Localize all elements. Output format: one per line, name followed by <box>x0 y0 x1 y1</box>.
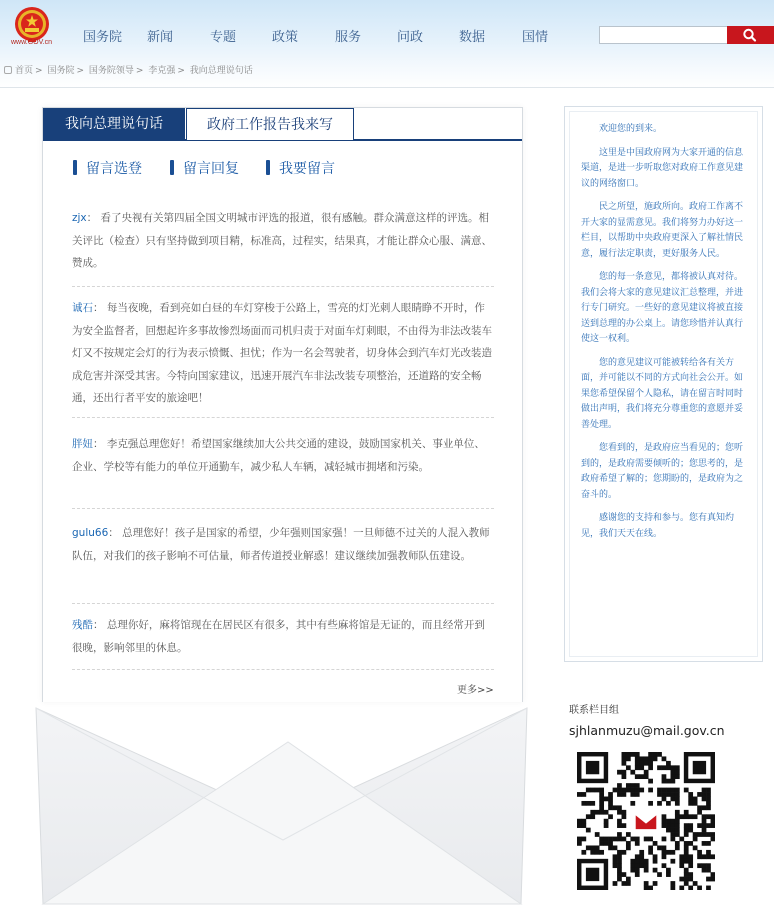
tab-government-report[interactable]: 政府工作报告我来写 <box>186 108 354 140</box>
message-board-panel <box>42 107 523 702</box>
message-text: 总理你好，麻将馆现在在居民区有很多，其中有些麻将馆是无证的，而且经常开到很晚，影响邻里的休息。 <box>72 619 485 654</box>
site-header <box>0 0 774 88</box>
message-text: 看了央视有关第四届全国文明城市评选的报道，很有感触。群众满意这样的评选。相关评比（检查）只有坚持做到项目精，标准高，过程实，结果真，才能让群众心服、满意、赞成。 <box>72 212 492 269</box>
welcome-sidebar-inner <box>569 111 758 657</box>
breadcrumb-likeqiang[interactable]: 李克强 <box>148 66 176 76</box>
bar-marker-icon <box>170 160 174 175</box>
sidebar-paragraph: 感谢您的支持和参与。您有真知灼见，我们天天在线。 <box>581 513 735 539</box>
sidebar-paragraph: 您的每一条意见，都将被认真对待。我们会将大家的意见建议汇总整理，并进行专门研究。一些好的意见建议将被直接送到总理的办公桌上。请您珍惜并认真行使这一权利。 <box>581 272 744 344</box>
message-item: 胖妞： 李克强总理您好！希望国家继续加大公共交通的建设，鼓励国家机关、事业单位、企业、学校等有能力的单位开通勤车，减少私人车辆，减轻城市拥堵和污染。 <box>72 433 494 509</box>
sidebar-paragraph: 您的意见建议可能被转给各有关方面，并可能以不同的方式向社会公开。如果您希望保留个人隐私，请在留言时同时做出声明，我们将充分尊重您的意愿并妥善处理。 <box>581 357 744 430</box>
search-input[interactable] <box>599 26 728 44</box>
envelope-illustration <box>33 700 530 907</box>
bar-marker-icon <box>73 160 77 175</box>
message-author[interactable]: 胖妞 <box>72 438 93 450</box>
breadcrumb-home[interactable]: 首页 <box>15 66 34 76</box>
message-text: 每当夜晚，看到亮如白昼的车灯穿梭于公路上，雪亮的灯光刺人眼睛睁不开时，作为安全监督者，回想起许多事故惨烈场面而司机归责于对面车灯刺眼，不由得为非法改装车灯又不按规定会灯的行为表示愤慨、担忧；作为一名会驾驶者，切身体会到汽车灯光改装造成危害并深受其害。今特向国家建议，迅速开展汽车非法改装专项整治，还道路的安全畅通，还出行者平安的旅途吧！ <box>72 302 492 404</box>
breadcrumb-current: 我向总理说句话 <box>189 66 253 76</box>
sidebar-paragraph: 欢迎您的到来。 <box>599 124 663 134</box>
subnav-message-replies[interactable]: 留言回复 <box>170 158 239 178</box>
sidebar-paragraph: 您看到的，是政府应当看见的；您听到的，是政府需要倾听的；您思考的，是政府希望了解的；您期盼的，是政府为之奋斗的。 <box>581 443 744 500</box>
sidebar-paragraph: 这里是中国政府网为大家开通的信息渠道，是进一步听取您对政府工作意见建议的网络窗口。 <box>581 147 744 189</box>
message-text: 李克强总理您好！希望国家继续加大公共交通的建设，鼓励国家机关、事业单位、企业、学校等有能力的单位开通勤车，减少私人车辆，减轻城市拥堵和污染。 <box>72 438 485 473</box>
contact-email[interactable]: sjhlanmuzu@mail.gov.cn <box>569 723 725 738</box>
message-author[interactable]: 诚石 <box>72 302 93 314</box>
message-item: gulu66： 总理您好！孩子是国家的希望，少年强则国家强！一旦师德不过关的人混入教师队伍，对我们的孩子影响不可估量，师者传道授业解惑！建议继续加强教师队伍建设。 <box>72 522 494 604</box>
nav-item-services[interactable]: 服务 <box>335 30 362 45</box>
message-author[interactable]: 残酷 <box>72 619 93 631</box>
breadcrumb-guowuyuan[interactable]: 国务院 <box>47 66 75 76</box>
welcome-sidebar <box>564 106 763 662</box>
bar-marker-icon <box>266 160 270 175</box>
qr-code-image <box>577 752 715 890</box>
subnav-selected-messages[interactable]: 留言选登 <box>73 158 142 178</box>
nav-item-news[interactable]: 新闻 <box>147 30 174 45</box>
message-text: 总理您好！孩子是国家的希望，少年强则国家强！一旦师德不过关的人混入教师队伍，对我们的孩子影响不可估量，师者传道授业解惑！建议继续加强教师队伍建设。 <box>72 527 490 562</box>
tab-bar <box>43 108 522 141</box>
message-item: 诚石： 每当夜晚，看到亮如白昼的车灯穿梭于公路上，雪亮的灯光刺人眼睛睁不开时，作为安全监督者，回想起许多事故惨烈场面而司机归责于对面车灯刺眼，不由得为非法改装车灯又不按规定会灯的行为表示愤慨、担忧；作为一名会驾驶者，切身体会到汽车灯光改装造成危害并深受其害。今特向国家建议，迅速开展汽车非法改装专项整治，还道路的安全畅通，还出行者平安的旅途吧！ <box>72 297 494 418</box>
contact-title: 联系栏目组 <box>569 705 619 716</box>
home-icon <box>4 66 12 74</box>
message-author[interactable]: zjx <box>72 212 87 224</box>
nav-item-policy[interactable]: 政策 <box>272 30 299 45</box>
breadcrumb: 首页 > 国务院 > 国务院领导 > 李克强 > 我向总理说句话 <box>4 63 253 76</box>
tab-say-to-premier[interactable]: 我向总理说句话 <box>43 108 185 140</box>
nav-item-national-conditions[interactable]: 国情 <box>522 30 549 45</box>
subnav-leave-message[interactable]: 我要留言 <box>266 158 335 178</box>
logo-url-text: www.GOV.cn <box>11 39 52 46</box>
nav-item-guowuyuan[interactable]: 国务院 <box>83 30 123 45</box>
more-link[interactable]: 更多>> <box>457 685 494 696</box>
message-item: 残酷： 总理你好，麻将馆现在在居民区有很多，其中有些麻将馆是无证的，而且经常开到很晚，影响邻里的休息。 <box>72 614 494 670</box>
nav-item-data[interactable]: 数据 <box>459 30 486 45</box>
message-item: zjx： 看了央视有关第四届全国文明城市评选的报道，很有感触。群众满意这样的评选。相关评比（检查）只有坚持做到项目精，标准高，过程实，结果真，才能让群众心服、满意、赞成。 <box>72 207 494 287</box>
nav-item-topics[interactable]: 专题 <box>210 30 237 45</box>
nav-item-inquiry[interactable]: 问政 <box>397 30 424 45</box>
header-divider <box>0 87 774 88</box>
message-author[interactable]: gulu66 <box>72 527 109 539</box>
search-icon <box>727 26 774 44</box>
sidebar-paragraph: 民之所望，施政所向。政府工作离不开大家的显需意见。我们将努力办好这一栏目，以帮助中央政府更深入了解社情民意，履行法定职责，更好服务人民。 <box>581 202 744 259</box>
search-button[interactable] <box>727 26 774 44</box>
breadcrumb-leaders[interactable]: 国务院领导 <box>88 66 134 76</box>
